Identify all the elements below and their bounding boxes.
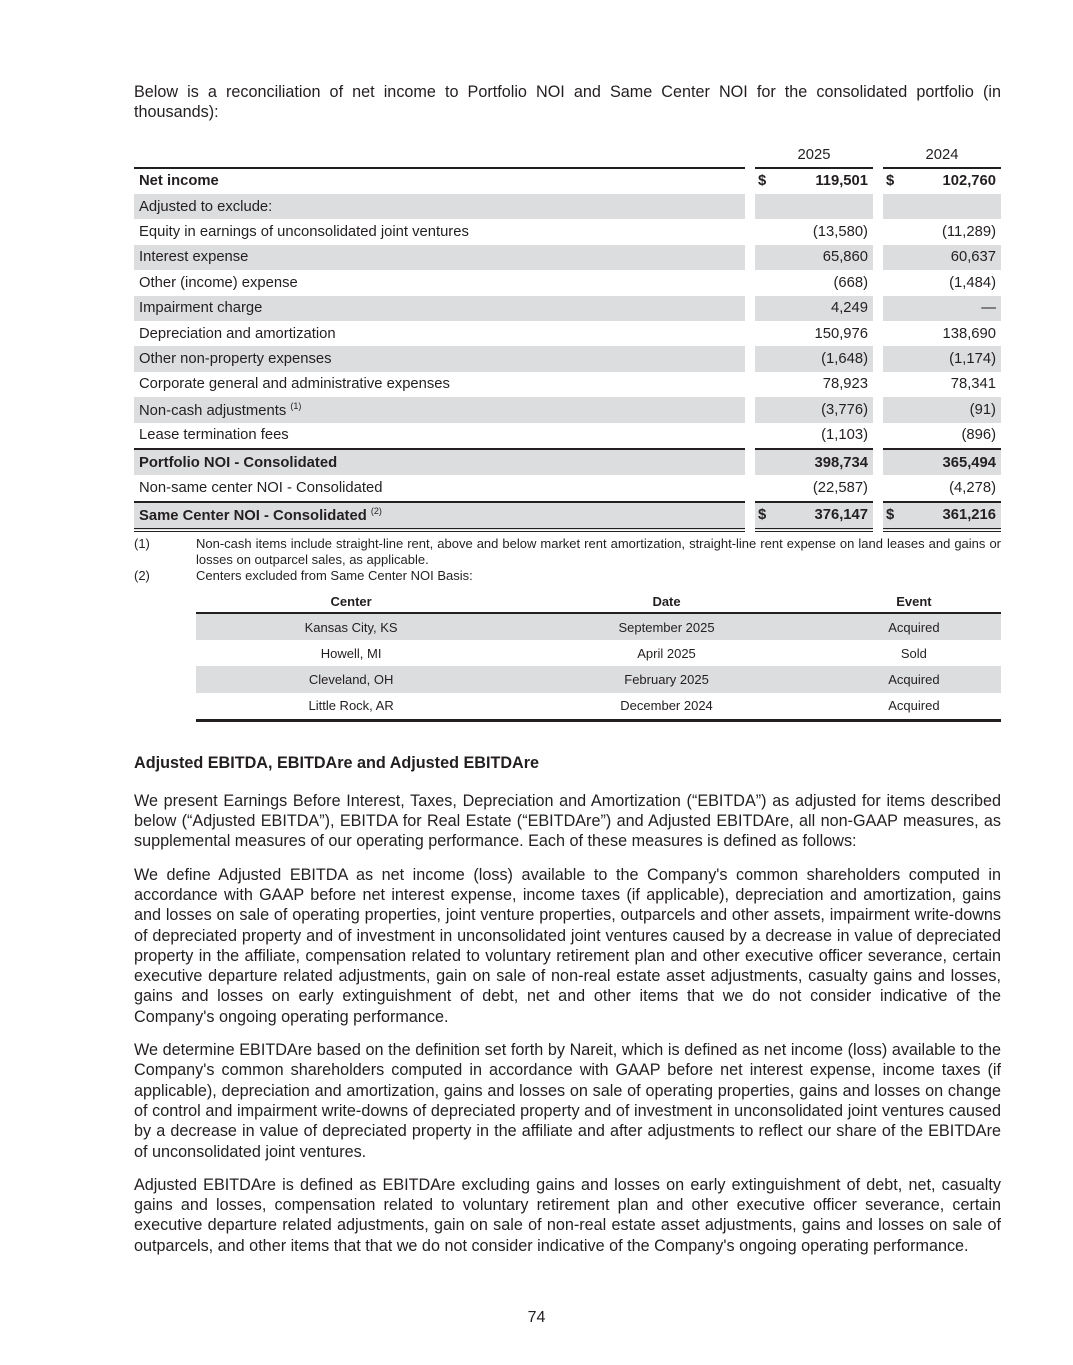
table-row-portfolio-noi: Portfolio NOI - Consolidated 398,734 365,494 xyxy=(134,449,1001,475)
table-row: Other (income) expense (668) (1,484) xyxy=(134,270,1001,295)
noi-reconciliation-table xyxy=(134,143,1001,532)
table-row: Impairment charge 4,249 — xyxy=(134,296,1001,321)
table-row: Interest expense 65,860 60,637 xyxy=(134,245,1001,270)
table-row: Adjusted to exclude: xyxy=(134,194,1001,219)
footnote-1: (1) Non-cash items include straight-line rent, above and below market rent amortization, straight-line rent expense on land leases and gains or losses on outparcel sales, as applicable. xyxy=(134,536,1001,568)
section-heading: Adjusted EBITDA, EBITDAre and Adjusted EBITDAre xyxy=(134,753,540,772)
intro-text: Below is a reconciliation of net income to Portfolio NOI and Same Center NOI for the consolidated portfolio (in thousands): xyxy=(134,83,1001,122)
document-page xyxy=(134,82,1001,1269)
paragraph: We define Adjusted EBITDA as net income (loss) available to the Company's common shareholders computed in accordance with GAAP before net interest expense, income taxes (if applicable), depreciation and amortization, gains and losses on sale of operating properties, joint venture properties, outparcels and other assets, impairment write-downs of depreciated property and of investment in unconsolidated joint ventures caused by a decrease in value of depreciated property in the affiliate, compensation related to voluntary retirement plan and other executive officer severance, certain executive departure related adjustments, gain on sale of non-real estate asset adjustments, casualty gains and losses, gains and losses on early extinguishment of debt, net and other items that we do not consider indicative of the Company's ongoing operating performance. xyxy=(134,865,1001,1026)
table-row: Equity in earnings of unconsolidated joint ventures (13,580) (11,289) xyxy=(134,219,1001,244)
paragraph: Adjusted EBITDAre is defined as EBITDAre excluding gains and losses on early extinguishment of debt, net, casualty gains and losses, compensation related to voluntary retirement plan and other executive officer severance, certain executive departure related adjustments, gain on sale of non-real estate asset adjustments, gains and losses on sale of outparcels, and other items that that we do not consider indicative of the Company's ongoing operating performance. xyxy=(134,1175,1001,1255)
table-header-row: Center Date Event xyxy=(196,590,1001,613)
table-row: Cleveland, OH February 2025 Acquired xyxy=(196,666,1001,692)
table-row: Little Rock, AR December 2024 Acquired xyxy=(196,693,1001,721)
paragraph: We determine EBITDAre based on the definition set forth by Nareit, which is defined as net income (loss) available to the Company's common shareholders computed in accordance with GAAP before net interest expense, income taxes (if applicable), depreciation and amortization, gains and losses on sale of operating properties, gains and losses on change of control and impairment write-downs of depreciated property and of investment in unconsolidated joint ventures caused by a decrease in value of depreciated property in the affiliate and after adjustments to reflect our share of the EBITDAre of unconsolidated joint ventures. xyxy=(134,1041,1001,1161)
footnote-2: (2) Centers excluded from Same Center NOI Basis: xyxy=(134,568,473,584)
table-row: Lease termination fees (1,103) (896) xyxy=(134,423,1001,449)
footnotes xyxy=(134,536,1001,584)
year-header-2024: 2024 xyxy=(883,143,1001,168)
table-header-row xyxy=(134,143,1001,168)
page-number: 74 xyxy=(527,1309,546,1326)
paragraph: We present Earnings Before Interest, Taxes, Depreciation and Amortization (“EBITDA”) as adjusted for items described below (“Adjusted EBITDA”), EBITDA for Real Estate (“EBITDAre”) and Adjusted EBITDAre, all non-GAAP measures, as supplemental measures of our operating performance. Each of these measures is defined as follows: xyxy=(134,791,1001,851)
table-row: Non-same center NOI - Consolidated (22,587) (4,278) xyxy=(134,475,1001,501)
excluded-centers-table xyxy=(196,590,1001,722)
table-row: Non-cash adjustments $^{(1)}$ (3,776) (91) xyxy=(134,397,1001,422)
year-header-2025: 2025 xyxy=(755,143,873,168)
table-row: Other non-property expenses (1,648) (1,174) xyxy=(134,346,1001,371)
table-row: Corporate general and administrative expenses 78,923 78,341 xyxy=(134,372,1001,397)
footnote-ref: (1) xyxy=(290,400,302,411)
table-row: Howell, MI April 2025 Sold xyxy=(320,645,927,661)
footnote-ref: (2) xyxy=(370,506,382,517)
table-row: Kansas City, KS September 2025 Acquired xyxy=(196,613,1001,640)
table-row-net-income: Net income $ 119,501 $ 102,760 xyxy=(134,168,1001,194)
table-row: Depreciation and amortization 150,976 138,690 xyxy=(134,321,1001,346)
table-row-same-center-noi: Same Center NOI - Consolidated $^{(2)}$ $ 376,147 $ 361,216 xyxy=(134,502,1001,530)
